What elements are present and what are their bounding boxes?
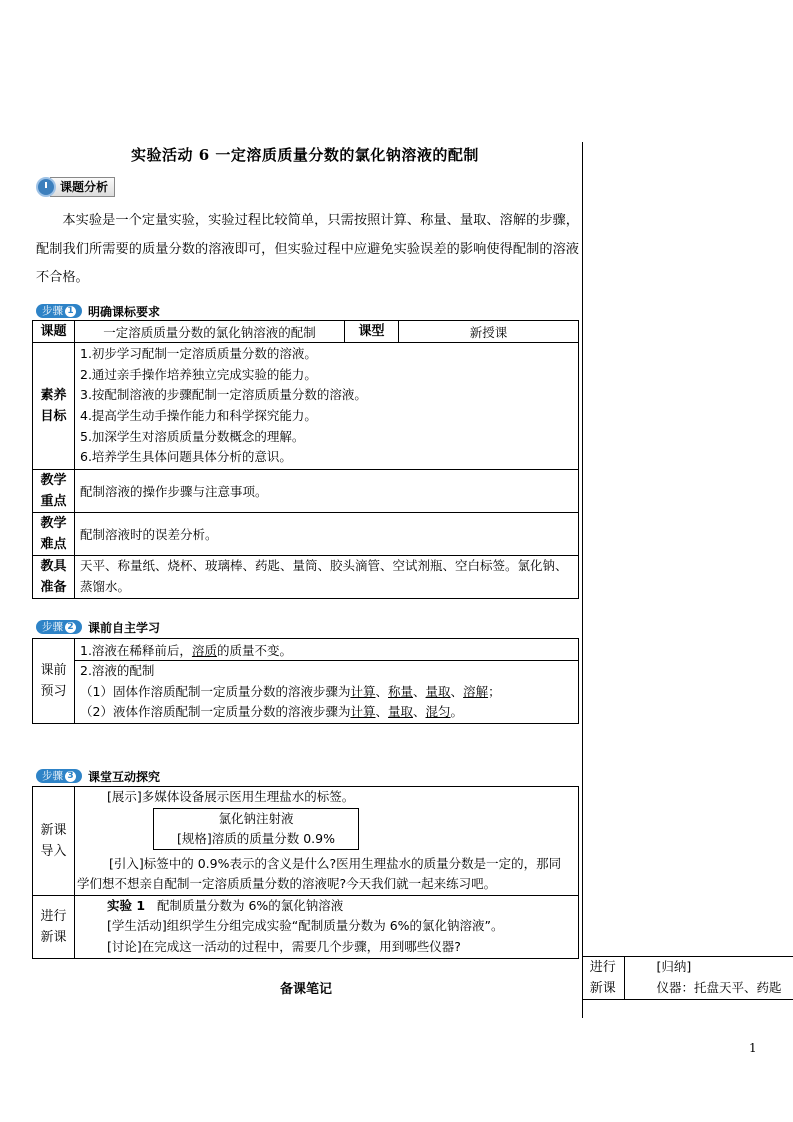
preview-line-4: （2）液体作溶质配制一定质量分数的溶液步骤为计算、量取、混匀。: [80, 704, 464, 720]
side-notes-table: [582, 956, 793, 1000]
preview-table: [32, 638, 579, 724]
show-text: [展示]多媒体设备展示医用生理盐水的标签。: [107, 789, 355, 804]
difficulty-row: [33, 513, 579, 556]
topic-row: [33, 321, 579, 343]
intro-label: 新课导入: [33, 787, 75, 896]
page-title: 实验活动 6 一定溶质质量分数的氯化钠溶液的配制: [131, 146, 479, 164]
curriculum-table: [32, 320, 579, 599]
side-label: 进行新课: [582, 957, 624, 1000]
step-2-header: [36, 619, 160, 635]
step-3-header: [36, 768, 160, 784]
classroom-table: [32, 786, 579, 959]
intro-content: [75, 787, 579, 896]
key-row: [33, 470, 579, 513]
lead-text: [引入]标签中的 0.9%表示的含义是什么?医用生理盐水的质量分数是一定的，那同学们想不想亲自配制一定溶质质量分数的溶液呢?今天我们就一起来练习吧。: [77, 855, 562, 892]
intro-paragraph: 本实验是一个定量实验，实验过程比较简单，只需按照计算、称量、量取、溶解的步骤，配制我们所需要的质量分数的溶液即可，但实验过程中应避免实验误差的影响使得配制的溶液不合格。: [36, 213, 579, 285]
side-content: [624, 957, 793, 1000]
goal-item: 6.培养学生具体问题具体分析的意识。: [80, 449, 292, 465]
key-label: 教学重点: [33, 470, 75, 513]
step-2-title: 课前自主学习: [88, 620, 161, 635]
page-number: 1: [749, 1041, 757, 1055]
tools-value: 天平、称量纸、烧杯、玻璃棒、药匙、量筒、胶头滴管、空试剂瓶、空白标签。氯化钠、蒸馏水。: [75, 556, 579, 599]
step-number-icon: 1: [65, 306, 76, 317]
discussion-text: [讨论]在完成这一活动的过程中，需要几个步骤，用到哪些仪器?: [107, 938, 461, 954]
preview-line-2: 2.溶液的配制: [80, 663, 155, 678]
new-lesson-content: [75, 895, 579, 958]
column-divider: [582, 142, 583, 1018]
preview-line-3: （1）固体作溶质配制一定质量分数的溶液步骤为计算、称量、量取、溶解；: [80, 683, 501, 699]
new-lesson-label: 进行新课: [33, 895, 75, 958]
side-line-1: [归纳]: [656, 959, 692, 975]
preview-label: 课前预习: [33, 639, 75, 724]
preview-detail: [75, 661, 579, 724]
saline-label-name: 氯化钠注射液: [218, 810, 294, 826]
saline-label-spec: [规格]溶质的质量分数 0.9%: [177, 830, 335, 846]
difficulty-label: 教学难点: [33, 513, 75, 556]
type-value: 新授课: [399, 321, 579, 343]
prep-notes-heading: 备课笔记: [280, 982, 333, 997]
goal-item: 1.初步学习配制一定溶质质量分数的溶液。: [80, 346, 317, 362]
step-3-pill: 步骤 3: [36, 769, 82, 783]
section-badge-label: 课题分析: [50, 177, 115, 197]
topic-label: 课题: [33, 321, 75, 343]
goal-item: 3.按配制溶液的步骤配制一定溶质质量分数的溶液。: [80, 387, 367, 403]
step-1-title: 明确课标要求: [88, 304, 161, 319]
clock-icon: [36, 177, 56, 197]
preview-line-1: 1.溶液在稀释前后，溶质的质量不变。: [75, 639, 579, 661]
goals-row: [33, 343, 579, 470]
side-line-2: 仪器：托盘天平、药匙: [656, 980, 782, 995]
goals-list: [75, 343, 579, 470]
saline-label-box: [153, 808, 359, 850]
goals-label: 素养目标: [33, 343, 75, 470]
experiment-title: 实验 1 配制质量分数为 6%的氯化钠溶液: [107, 897, 344, 913]
step-number-icon: 2: [65, 622, 76, 633]
topic-value: 一定溶质质量分数的氯化钠溶液的配制: [75, 321, 345, 343]
key-value: 配制溶液的操作步骤与注意事项。: [75, 470, 579, 513]
tools-row: [33, 556, 579, 599]
activity-text: [学生活动]组织学生分组完成实验“配制质量分数为 6%的氯化钠溶液”。: [107, 918, 504, 934]
step-1-header: [36, 303, 160, 319]
type-label: 课型: [345, 321, 399, 343]
tools-label: 教具准备: [33, 556, 75, 599]
step-3-title: 课堂互动探究: [88, 769, 161, 784]
step-1-pill: 步骤 1: [36, 304, 82, 318]
goal-item: 5.加深学生对溶质质量分数概念的理解。: [80, 428, 305, 444]
step-number-icon: 3: [65, 771, 76, 782]
difficulty-value: 配制溶液时的误差分析。: [75, 513, 579, 556]
goal-item: 2.通过亲手操作培养独立完成实验的能力。: [80, 366, 317, 382]
goal-item: 4.提高学生动手操作能力和科学探究能力。: [80, 408, 317, 423]
step-2-pill: 步骤 2: [36, 620, 82, 634]
section-badge: [36, 177, 115, 197]
